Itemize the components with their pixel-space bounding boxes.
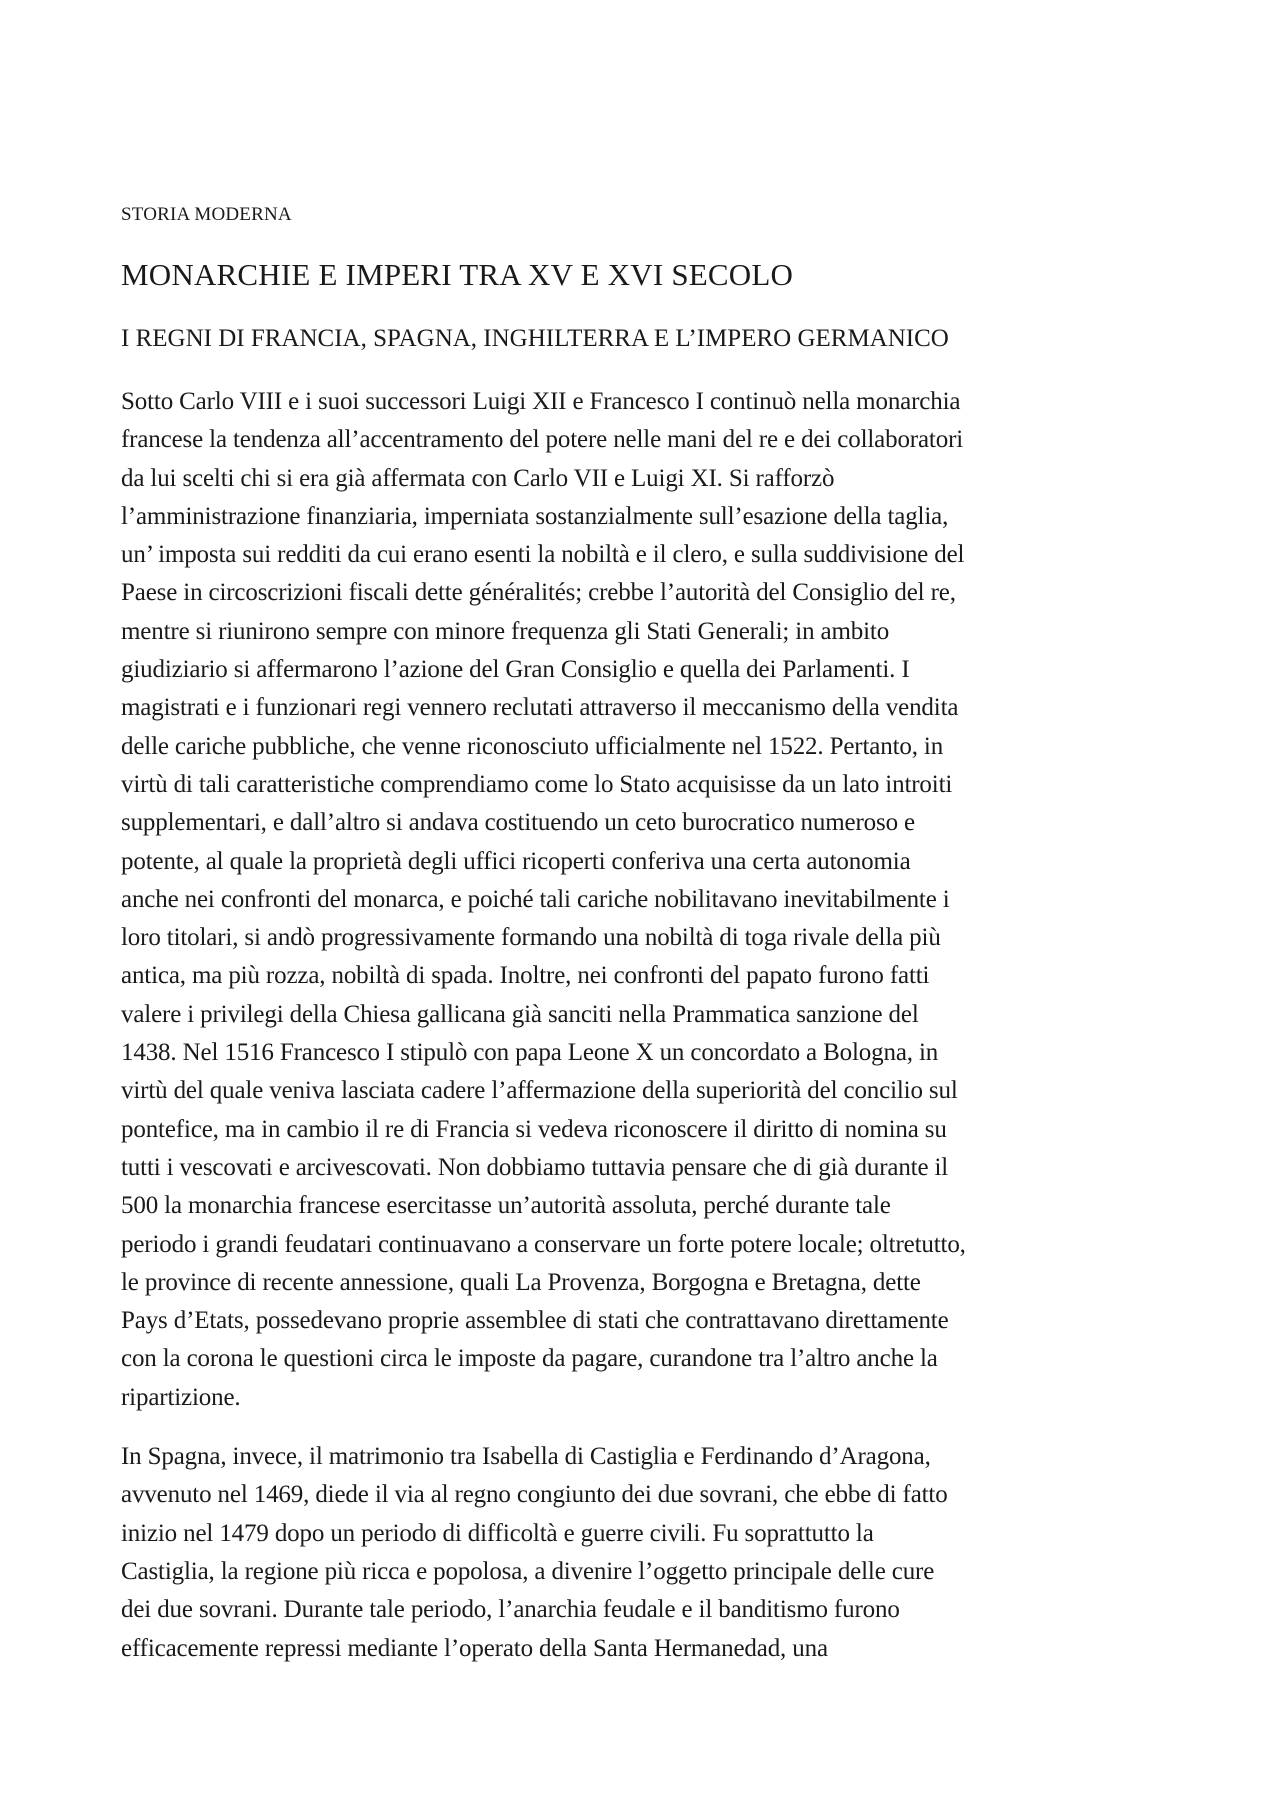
paragraph-line: antica, ma più rozza, nobiltà di spada. Inoltre, nei confronti del papato furono fatti — [121, 962, 930, 990]
paragraph-line: Sotto Carlo VIII e i suoi successori Luigi XII e Francesco I continuò nella monarchia — [121, 388, 961, 415]
paragraph-line: Castiglia, la regione più ricca e popolosa, a divenire l’oggetto principale delle cure — [121, 1557, 935, 1585]
paragraph-line: l’amministrazione finanziaria, imperniata sostanzialmente sull’esazione della taglia, — [121, 502, 949, 530]
paragraph-line: Pays d’Etats, possedevano proprie assemblee di stati che contrattavano direttamente — [121, 1307, 949, 1335]
paragraph-line: con la corona le questioni circa le imposte da pagare, curandone tra l’altro anche la — [121, 1345, 938, 1373]
paragraph-line: francese la tendenza all’accentramento del potere nelle mani del re e dei collaboratori — [121, 426, 964, 454]
paragraph-line: Paese in circoscrizioni fiscali dette généralités; crebbe l’autorità del Consiglio del re, — [121, 579, 956, 607]
paragraph-line: loro titolari, si andò progressivamente formando una nobiltà di toga rivale della più — [121, 924, 941, 952]
paragraph-line: In Spagna, invece, il matrimonio tra Isabella di Castiglia e Ferdinando d’Aragona, — [121, 1443, 931, 1471]
paragraph-line: virtù del quale veniva lasciata cadere l’affermazione della superiorità del concilio sul — [121, 1077, 958, 1105]
paragraph-line: giudiziario si affermarono l’azione del Gran Consiglio e quella dei Parlamenti. I — [121, 656, 910, 684]
body-paragraph — [121, 383, 1171, 1417]
document-body — [121, 383, 1171, 1689]
paragraph-line: efficacemente repressi mediante l’operato della Santa Hermanedad, una — [121, 1634, 828, 1662]
paragraph-line: anche nei confronti del monarca, e poiché tali cariche nobilitavano inevitabilmente i — [121, 885, 950, 913]
section-label: STORIA MODERNA — [121, 204, 292, 225]
paragraph-line: mentre si riunirono sempre con minore frequenza gli Stati Generali; in ambito — [121, 617, 890, 645]
paragraph-line: avvenuto nel 1469, diede il via al regno congiunto dei due sovrani, che ebbe di fatto — [121, 1481, 948, 1509]
paragraph-line: inizio nel 1479 dopo un periodo di difficoltà e guerre civili. Fu soprattutto la — [121, 1519, 874, 1547]
paragraph-line: 500 la monarchia francese esercitasse un’autorità assoluta, perché durante tale — [121, 1192, 891, 1220]
body-paragraph — [121, 1438, 1171, 1668]
paragraph-line: le province di recente annessione, quali La Provenza, Borgogna e Bretagna, dette — [121, 1268, 921, 1296]
paragraph-line: pontefice, ma in cambio il re di Francia si vedeva riconoscere il diritto di nomina su — [121, 1115, 947, 1143]
document-subtitle: I REGNI DI FRANCIA, SPAGNA, INGHILTERRA E L’IMPERO GERMANICO — [121, 325, 949, 352]
paragraph-line: magistrati e i funzionari regi vennero reclutati attraverso il meccanismo della vendita — [121, 694, 959, 722]
paragraph-line: da lui scelti chi si era già affermata con Carlo VII e Luigi XI. Si rafforzò — [121, 464, 835, 492]
paragraph-line: supplementari, e dall’altro si andava costituendo un ceto burocratico numeroso e — [121, 809, 915, 837]
paragraph-line: delle cariche pubbliche, che venne riconosciuto ufficialmente nel 1522. Pertanto, in — [121, 732, 944, 760]
paragraph-line: valere i privilegi della Chiesa gallicana già sanciti nella Prammatica sanzione del — [121, 1000, 919, 1028]
paragraph-line: virtù di tali caratteristiche comprendiamo come lo Stato acquisisse da un lato introiti — [121, 770, 953, 798]
paragraph-line: ripartizione. — [121, 1383, 241, 1411]
document-title: MONARCHIE E IMPERI TRA XV E XVI SECOLO — [121, 257, 794, 292]
paragraph-line: potente, al quale la proprietà degli uffici ricoperti conferiva una certa autonomia — [121, 847, 911, 875]
paragraph-line: un’ imposta sui redditi da cui erano esenti la nobiltà e il clero, e sulla suddivisione del — [121, 541, 965, 569]
paragraph-line: dei due sovrani. Durante tale periodo, l’anarchia feudale e il banditismo furono — [121, 1596, 900, 1624]
paragraph-line: tutti i vescovati e arcivescovati. Non dobbiamo tuttavia pensare che di già durante il — [121, 1153, 949, 1181]
paragraph-line: periodo i grandi feudatari continuavano a conservare un forte potere locale; oltretutto, — [121, 1230, 966, 1258]
paragraph-line: 1438. Nel 1516 Francesco I stipulò con papa Leone X un concordato a Bologna, in — [121, 1039, 939, 1067]
